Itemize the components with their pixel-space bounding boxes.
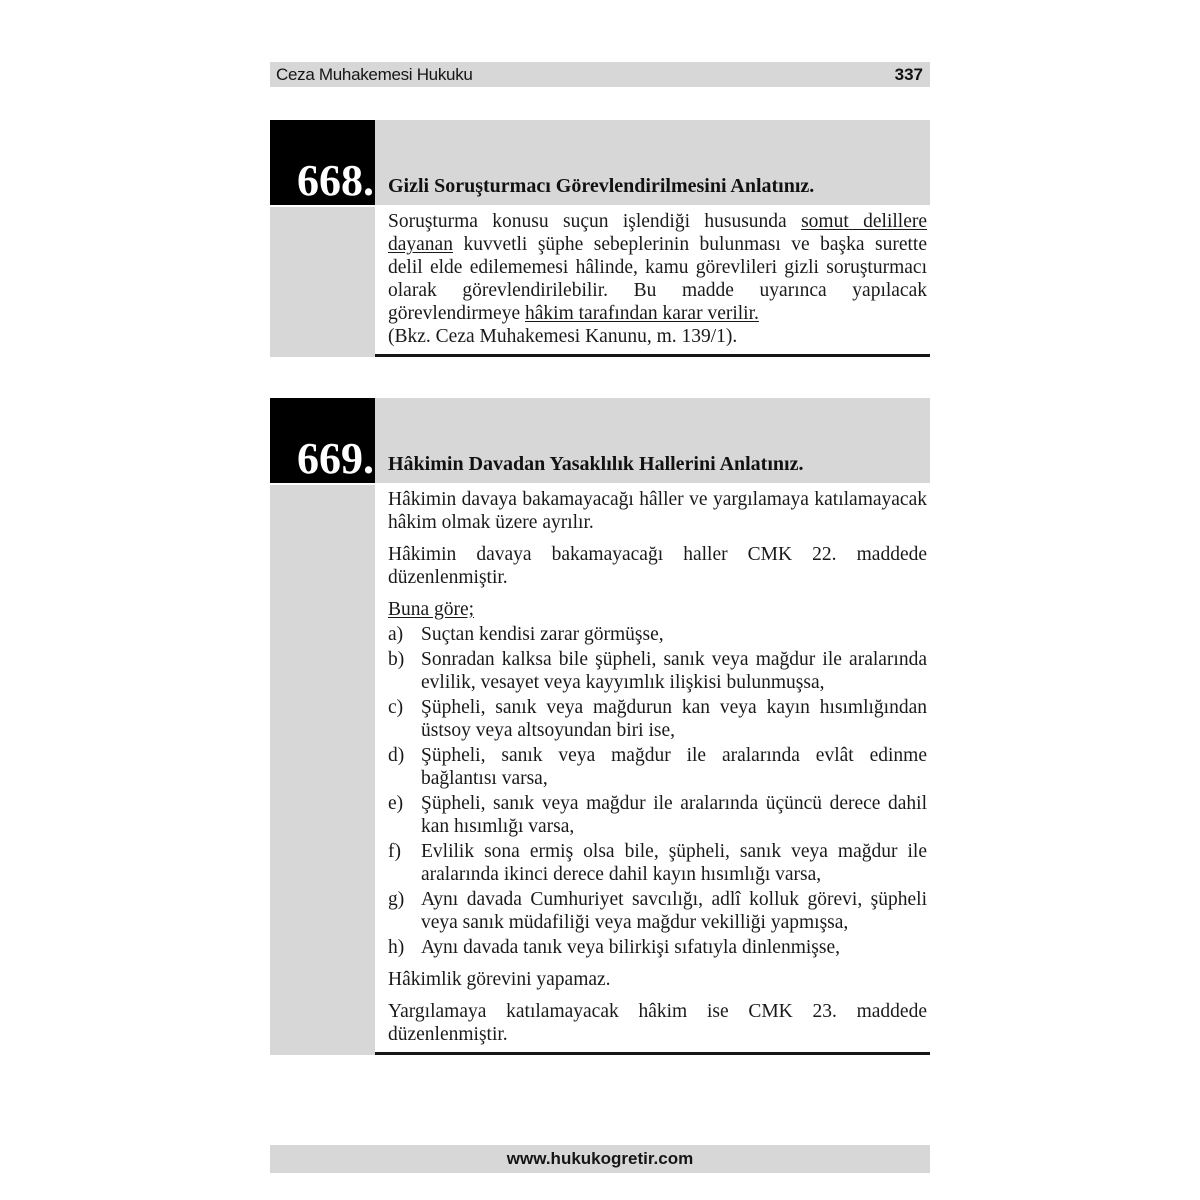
- answer-paragraph: [388, 325, 927, 348]
- answer-list-item: [388, 623, 927, 646]
- answer-paragraph: [388, 210, 927, 325]
- answer-list-item: [388, 648, 927, 694]
- list-item-marker: h): [388, 937, 405, 958]
- question-body: [270, 485, 930, 1055]
- list-item-text: [421, 623, 927, 646]
- text-segment: Evlilik sona ermiş olsa bile, şüpheli, sanık veya mağdur ile aralarında ikinci derece dahil kayın hısımlığı varsa,: [421, 841, 927, 885]
- list-item-text: [421, 744, 927, 790]
- text-segment: Hâkimin davaya bakamayacağı hâller ve yargılamaya katılamayacak hâkim olmak üzere ayrılır.: [388, 489, 927, 533]
- answer-paragraph: [388, 968, 927, 991]
- question-block-669: [270, 398, 930, 1055]
- list-item-text: [421, 792, 927, 838]
- question-number-badge: 668.: [270, 120, 375, 205]
- text-segment: Soruşturma konusu suçun işlendiği hususunda: [388, 211, 802, 232]
- list-item-marker: a): [388, 624, 404, 645]
- answer-list-item: [388, 936, 927, 959]
- text-segment: (Bkz. Ceza Muhakemesi Kanunu, m. 139/1).: [388, 326, 738, 347]
- answer-list-item: [388, 840, 927, 886]
- question-body: [270, 207, 930, 357]
- text-segment: Hâkimin davaya bakamayacağı haller CMK 22. maddede düzenlenmiştir.: [388, 544, 927, 588]
- list-item-text: [421, 696, 927, 742]
- text-segment: Suçtan kendisi zarar görmüşse,: [421, 624, 664, 645]
- text-segment: Aynı davada Cumhuriyet savcılığı, adlî kolluk görevi, şüpheli veya sanık müdafiliği veya mağdur vekilliği yapmışsa,: [421, 889, 927, 933]
- page-header-bar: [270, 62, 930, 87]
- answer-text: [375, 207, 930, 357]
- page-footer-bar: [270, 1145, 930, 1173]
- text-segment: Şüpheli, sanık veya mağdurun kan veya kayın hısımlığından üstsoy veya altsoyundan biri ise,: [421, 697, 927, 741]
- question-number-badge: 669.: [270, 398, 375, 483]
- list-item-text: [421, 936, 927, 959]
- question-header: [270, 120, 930, 205]
- text-segment: Sonradan kalksa bile şüpheli, sanık veya mağdur ile aralarında evlilik, vesayet veya kayyımlık ilişkisi bulunmuşsa,: [421, 649, 927, 693]
- list-item-marker: b): [388, 649, 405, 670]
- list-item-marker: c): [388, 697, 404, 718]
- underlined-text: somut delillere dayanan: [388, 211, 927, 255]
- footer-url: www.hukukogretir.com: [506, 1149, 694, 1168]
- list-item-marker: d): [388, 745, 405, 766]
- list-item-marker: g): [388, 889, 405, 910]
- list-item-marker: f): [388, 841, 401, 862]
- answer-paragraph: [388, 598, 927, 621]
- page-number: 337: [894, 64, 923, 84]
- question-title: Hâkimin Davadan Yasaklılık Hallerini Anlatınız.: [375, 398, 930, 483]
- answer-paragraph: [388, 1000, 927, 1046]
- answer-list-item: [388, 744, 927, 790]
- answer-paragraph: [388, 488, 927, 534]
- text-segment: kuvvetli şüphe sebeplerinin bulunması ve başka surette delil elde edilememesi hâlinde, kamu görevlileri gizli soruşturmacı olarak görevlendirilebilir. Bu madde uyarınca yapılacak görevlendirmeye: [388, 234, 927, 324]
- text-segment: Hâkimlik görevini yapamaz.: [388, 969, 611, 990]
- list-item-marker: e): [388, 793, 404, 814]
- text-segment: Yargılamaya katılamayacak hâkim ise CMK 23. maddede düzenlenmiştir.: [388, 1001, 927, 1045]
- question-block-668: [270, 120, 930, 357]
- answer-list-item: [388, 792, 927, 838]
- text-segment: Şüpheli, sanık veya mağdur ile aralarında üçüncü derece dahil kan hısımlığı varsa,: [421, 793, 927, 837]
- text-segment: Şüpheli, sanık veya mağdur ile aralarında evlât edinme bağlantısı varsa,: [421, 745, 927, 789]
- answer-list-item: [388, 696, 927, 742]
- answer-paragraph: [388, 543, 927, 589]
- text-segment: Aynı davada tanık veya bilirkişi sıfatıyla dinlenmişse,: [421, 937, 840, 958]
- list-item-text: [421, 648, 927, 694]
- underlined-text: hâkim tarafından karar verilir.: [525, 303, 759, 324]
- running-head-title: Ceza Muhakemesi Hukuku: [276, 64, 473, 84]
- list-item-text: [421, 840, 927, 886]
- answer-list-item: [388, 888, 927, 934]
- underlined-text: Buna göre;: [388, 599, 475, 620]
- answer-text: [375, 485, 930, 1055]
- left-gray-column: [270, 485, 375, 1055]
- left-gray-column: [270, 207, 375, 357]
- question-header: [270, 398, 930, 483]
- list-item-text: [421, 888, 927, 934]
- question-title: Gizli Soruşturmacı Görevlendirilmesini Anlatınız.: [375, 120, 930, 205]
